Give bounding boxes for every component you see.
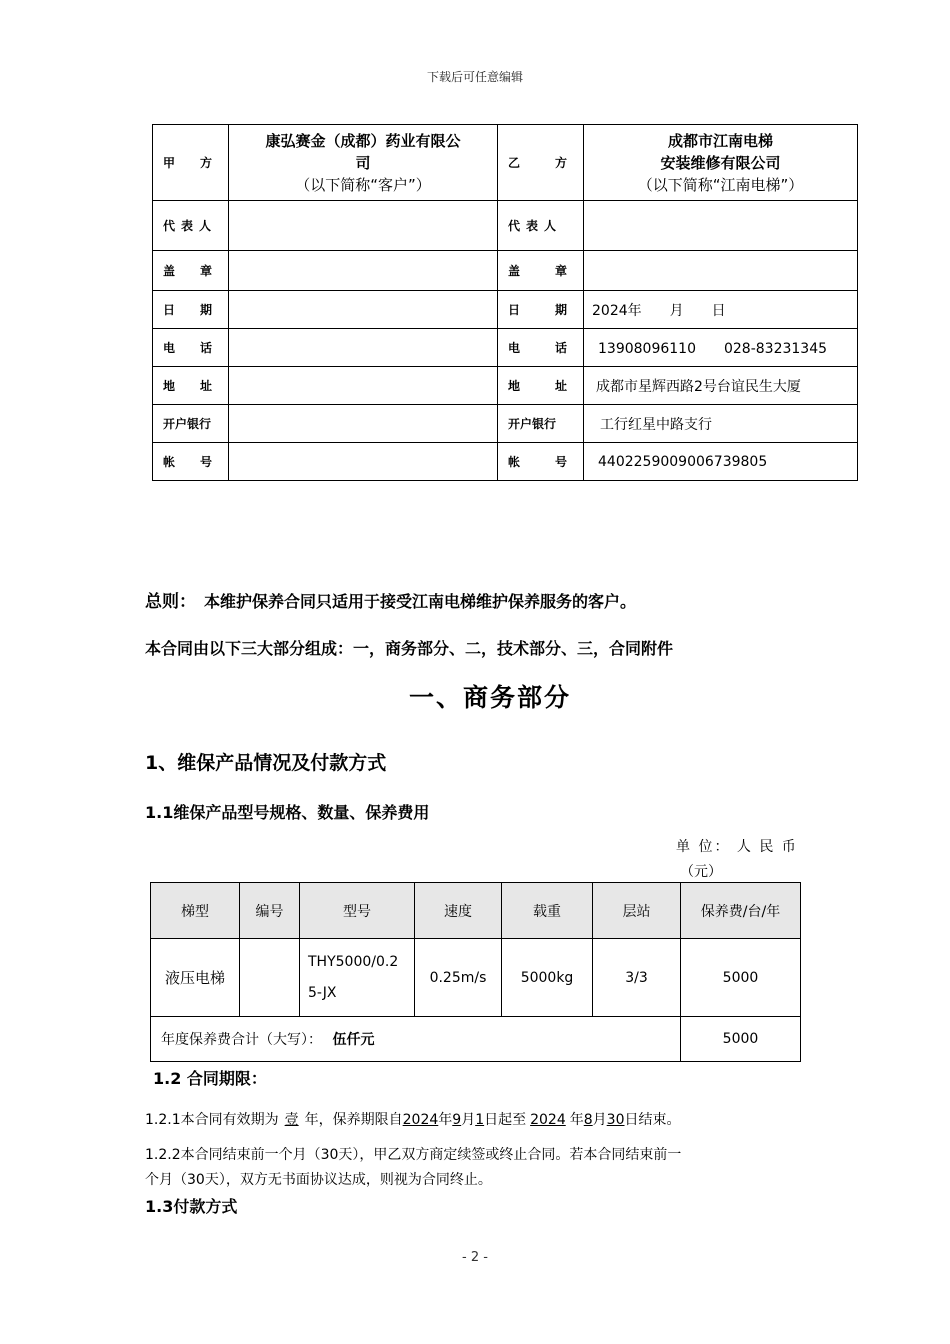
party-row-account (153, 443, 858, 481)
cell-number (240, 939, 300, 1017)
party-row-seal (153, 251, 858, 291)
unit-label-cont: （元） (680, 864, 722, 880)
a-account-value (229, 443, 498, 481)
b-date-label: 日 期 (498, 291, 584, 329)
b-date-value: 2024年 月 日 (584, 291, 858, 329)
table-row-total (151, 1017, 801, 1062)
section-title: 一、商务部分 (408, 683, 571, 712)
clause-1-2-2-line1: 1.2.2本合同结束前一个月（30天），甲乙双方商定续签或终止合同。若本合同结束前一 (145, 1147, 682, 1163)
b-bank-label: 开户银行 (498, 405, 584, 443)
b-phone-label: 电 话 (498, 329, 584, 367)
b-seal-label: 盖 章 (498, 251, 584, 291)
party-b-alias: （以下简称“江南电梯”） (637, 175, 804, 194)
party-row-bank (153, 405, 858, 443)
subsection-1-1: 1.1维保产品型号规格、数量、保养费用 (145, 803, 430, 822)
col-header-load: 载重 (502, 883, 593, 939)
party-row-name (153, 125, 858, 201)
party-b-label: 乙 方 (498, 125, 584, 201)
a-phone-value (229, 329, 498, 367)
a-bank-value (229, 405, 498, 443)
b-account-value: 4402259009006739805 (584, 443, 858, 481)
party-a-company: 康弘赛金（成都）药业有限公 司 （以下简称“客户”） (229, 125, 498, 201)
a-seal-value (229, 251, 498, 291)
subsection-1-2: 1.2 合同期限： (153, 1069, 267, 1088)
b-representative-label: 代表人 (498, 201, 584, 251)
a-bank-label: 开户银行 (153, 405, 229, 443)
a-representative-value (229, 201, 498, 251)
clause-1-2-2-line2: 个月（30天），双方无书面协议达成，则视为合同终止。 (145, 1172, 492, 1188)
cell-type: 液压电梯 (151, 939, 240, 1017)
page-number: - 2 - (462, 1250, 488, 1265)
cell-floors: 3/3 (593, 939, 681, 1017)
b-account-label: 帐 号 (498, 443, 584, 481)
b-bank-value: 工行红星中路支行 (584, 405, 858, 443)
a-representative-label: 代表人 (153, 201, 229, 251)
subsection-1: 1、维保产品情况及付款方式 (145, 752, 387, 774)
party-b-company: 成都市江南电梯 安装维修有限公司 （以下简称“江南电梯”） (584, 125, 858, 201)
table-row (151, 939, 801, 1017)
product-table-header (151, 883, 801, 939)
clause-1-2-1: 1.2.1本合同有效期为 壹 年，保养期限自2024年9月1日起至 2024 年8月30日结束。 (145, 1112, 681, 1128)
unit-label: 单 位： 人 民 币 (676, 839, 798, 855)
b-address-value: 成都市星辉西路2号台谊民生大厦 (584, 367, 858, 405)
party-row-date (153, 291, 858, 329)
b-phone-value: 13908096110 028-83231345 (584, 329, 858, 367)
b-address-label: 地 址 (498, 367, 584, 405)
a-address-label: 地 址 (153, 367, 229, 405)
cell-load: 5000kg (502, 939, 593, 1017)
party-row-address (153, 367, 858, 405)
col-header-model: 型号 (300, 883, 415, 939)
cell-fee: 5000 (681, 939, 801, 1017)
party-row-phone (153, 329, 858, 367)
product-table (150, 882, 801, 1062)
party-a-label: 甲 方 (153, 125, 229, 201)
total-label-cell: 年度保养费合计（大写）： 伍仟元 (151, 1017, 681, 1062)
a-date-label: 日 期 (153, 291, 229, 329)
b-representative-value (584, 201, 858, 251)
cell-speed: 0.25m/s (415, 939, 502, 1017)
contract-composition: 本合同由以下三大部分组成：一，商务部分、二，技术部分、三，合同附件 (145, 639, 674, 658)
total-value: 5000 (681, 1017, 801, 1062)
party-row-representative (153, 201, 858, 251)
col-header-speed: 速度 (415, 883, 502, 939)
party-table (152, 124, 858, 481)
party-a-alias: （以下简称“客户”） (295, 175, 431, 194)
col-header-fee: 保养费/台/年 (681, 883, 801, 939)
a-address-value (229, 367, 498, 405)
general-clause: 总则： 本维护保养合同只适用于接受江南电梯维护保养服务的客户。 (145, 592, 637, 612)
a-account-label: 帐 号 (153, 443, 229, 481)
a-date-value (229, 291, 498, 329)
col-header-number: 编号 (240, 883, 300, 939)
total-in-words: 伍仟元 (332, 1032, 375, 1048)
a-seal-label: 盖 章 (153, 251, 229, 291)
subsection-1-3: 1.3付款方式 (145, 1197, 238, 1216)
b-seal-value (584, 251, 858, 291)
header-note: 下载后可任意编辑 (426, 70, 523, 84)
cell-model: THY5000/0.2 5-JX (300, 939, 415, 1017)
col-header-floors: 层站 (593, 883, 681, 939)
a-phone-label: 电 话 (153, 329, 229, 367)
col-header-type: 梯型 (151, 883, 240, 939)
